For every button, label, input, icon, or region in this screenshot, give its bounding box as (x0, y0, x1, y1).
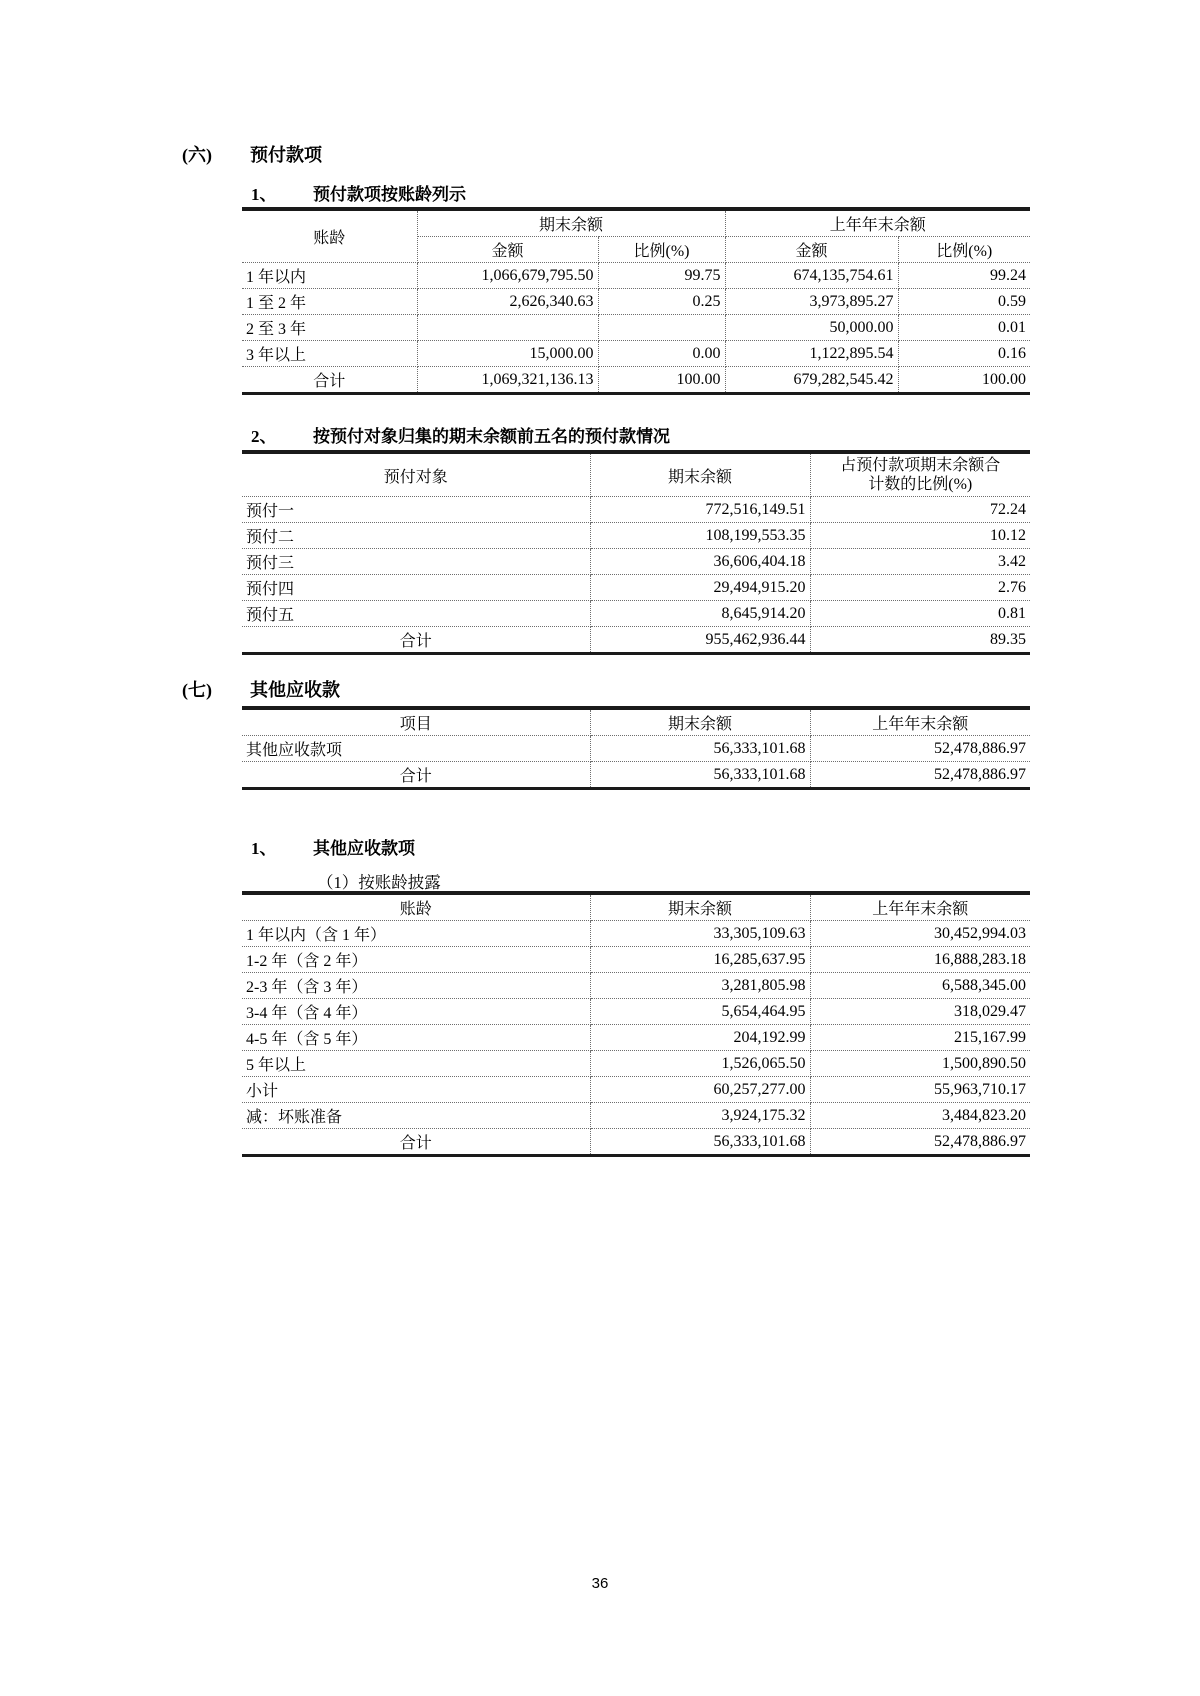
amount-header-cell: 金额 (725, 237, 898, 263)
row-label-cell: 减：坏账准备 (242, 1103, 590, 1129)
ratio-cell: 0.81 (810, 601, 1030, 627)
table-header-row (242, 893, 1030, 921)
ending-balance-header-cell: 期末余额 (590, 708, 810, 736)
amount-cell: 5,654,464.95 (590, 999, 810, 1025)
other-receivables-aging-table (242, 891, 1030, 1157)
sub-1-title: 预付款项按账龄列示 (313, 185, 466, 204)
ratio-cell: 0.01 (898, 315, 1030, 341)
ratio-cell (598, 315, 725, 341)
section-6-title: 预付款项 (250, 145, 322, 165)
table-row (242, 315, 1030, 341)
table-total-row (242, 367, 1030, 394)
section-7-number: (七) (182, 680, 212, 700)
amount-cell: 33,305,109.63 (590, 921, 810, 947)
table-total-row (242, 1129, 1030, 1156)
ending-balance-header-cell: 期末余额 (590, 452, 810, 497)
table-row (242, 341, 1030, 367)
other-receivables-summary-table (242, 706, 1030, 790)
ratio-cell: 89.35 (810, 627, 1030, 654)
section-7-title: 其他应收款 (250, 680, 340, 700)
amount-cell: 52,478,886.97 (810, 736, 1030, 762)
section-7-heading (182, 679, 340, 701)
ratio-cell: 0.16 (898, 341, 1030, 367)
top-five-prepayments-table (242, 450, 1030, 655)
sub-2-title: 按预付对象归集的期末余额前五名的预付款情况 (313, 427, 670, 446)
ratio-cell: 10.12 (810, 523, 1030, 549)
ratio-cell: 2.76 (810, 575, 1030, 601)
section-6-number: (六) (182, 145, 212, 165)
table-row (242, 1077, 1030, 1103)
table-header-row (242, 452, 1030, 497)
row-label-cell: 其他应收款项 (242, 736, 590, 762)
table-row (242, 263, 1030, 289)
amount-cell: 215,167.99 (810, 1025, 1030, 1051)
row-label-cell: 预付一 (242, 497, 590, 523)
amount-cell: 1,526,065.50 (590, 1051, 810, 1077)
table-header-row (242, 708, 1030, 736)
row-label-cell: 1 年以内 (242, 263, 417, 289)
amount-cell: 1,066,679,795.50 (417, 263, 598, 289)
ratio-header-cell (810, 452, 1030, 497)
table-total-row (242, 627, 1030, 654)
amount-cell (417, 315, 598, 341)
row-label-cell: 预付四 (242, 575, 590, 601)
total-label-cell: 合计 (242, 367, 417, 394)
ratio-cell: 0.59 (898, 289, 1030, 315)
aging-header-cell: 账龄 (242, 209, 417, 263)
prior-year-header-cell: 上年年末余额 (725, 209, 1030, 237)
table-row (242, 1051, 1030, 1077)
row-label-cell: 2 至 3 年 (242, 315, 417, 341)
table-row (242, 736, 1030, 762)
amount-cell: 679,282,545.42 (725, 367, 898, 394)
amount-cell: 56,333,101.68 (590, 762, 810, 789)
ratio-header-cell: 比例(%) (598, 237, 725, 263)
amount-cell: 36,606,404.18 (590, 549, 810, 575)
aging-header-cell: 账龄 (242, 893, 590, 921)
sub-2-number: 2、 (251, 427, 277, 446)
section-7-sub-1-heading (251, 838, 415, 860)
amount-cell: 772,516,149.51 (590, 497, 810, 523)
object-header-cell: 预付对象 (242, 452, 590, 497)
row-label-cell: 5 年以上 (242, 1051, 590, 1077)
prior-year-header-cell: 上年年末余额 (810, 708, 1030, 736)
table-header-row (242, 209, 1030, 237)
row-label-cell: 小计 (242, 1077, 590, 1103)
amount-header-cell: 金额 (417, 237, 598, 263)
amount-cell: 55,963,710.17 (810, 1077, 1030, 1103)
amount-cell: 1,069,321,136.13 (417, 367, 598, 394)
ratio-cell: 100.00 (898, 367, 1030, 394)
total-label-cell: 合计 (242, 1129, 590, 1156)
ratio-cell: 99.75 (598, 263, 725, 289)
sub-1-title: 其他应收款项 (313, 839, 415, 858)
amount-cell: 1,122,895.54 (725, 341, 898, 367)
amount-cell: 3,281,805.98 (590, 973, 810, 999)
table-total-row (242, 762, 1030, 789)
amount-cell: 16,888,283.18 (810, 947, 1030, 973)
amount-cell: 15,000.00 (417, 341, 598, 367)
ratio-cell: 0.00 (598, 341, 725, 367)
ratio-cell: 72.24 (810, 497, 1030, 523)
table-row (242, 947, 1030, 973)
amount-cell: 1,500,890.50 (810, 1051, 1030, 1077)
table-row (242, 973, 1030, 999)
ending-balance-header-cell: 期末余额 (417, 209, 725, 237)
ratio-cell: 100.00 (598, 367, 725, 394)
ratio-cell: 99.24 (898, 263, 1030, 289)
sub-1-number: 1、 (251, 839, 277, 858)
prior-year-header-cell: 上年年末余额 (810, 893, 1030, 921)
amount-cell: 16,285,637.95 (590, 947, 810, 973)
section-6-sub-2-heading (251, 426, 670, 448)
section-6-sub-1-heading (251, 184, 466, 206)
amount-cell: 8,645,914.20 (590, 601, 810, 627)
item-header-cell: 项目 (242, 708, 590, 736)
amount-cell: 674,135,754.61 (725, 263, 898, 289)
row-label-cell: 预付三 (242, 549, 590, 575)
ratio-header-line-2: 计数的比例(%) (868, 476, 973, 493)
table-row (242, 575, 1030, 601)
table-row (242, 497, 1030, 523)
ratio-cell: 3.42 (810, 549, 1030, 575)
amount-cell: 318,029.47 (810, 999, 1030, 1025)
prepayments-aging-table (242, 207, 1030, 395)
amount-cell: 2,626,340.63 (417, 289, 598, 315)
amount-cell: 955,462,936.44 (590, 627, 810, 654)
table-row (242, 289, 1030, 315)
amount-cell: 60,257,277.00 (590, 1077, 810, 1103)
row-label-cell: 1-2 年（含 2 年） (242, 947, 590, 973)
table-row (242, 1103, 1030, 1129)
sub-1-number: 1、 (251, 185, 277, 204)
amount-cell: 52,478,886.97 (810, 1129, 1030, 1156)
amount-cell: 56,333,101.68 (590, 1129, 810, 1156)
row-label-cell: 4-5 年（含 5 年） (242, 1025, 590, 1051)
ending-balance-header-cell: 期末余额 (590, 893, 810, 921)
amount-cell: 6,588,345.00 (810, 973, 1030, 999)
row-label-cell: 1 年以内（含 1 年） (242, 921, 590, 947)
amount-cell: 3,924,175.32 (590, 1103, 810, 1129)
amount-cell: 50,000.00 (725, 315, 898, 341)
amount-cell: 3,484,823.20 (810, 1103, 1030, 1129)
aging-disclosure-note: （1）按账龄披露 (317, 873, 441, 892)
ratio-header-cell: 比例(%) (898, 237, 1030, 263)
table-row (242, 523, 1030, 549)
table-row (242, 999, 1030, 1025)
amount-cell: 204,192.99 (590, 1025, 810, 1051)
row-label-cell: 预付五 (242, 601, 590, 627)
amount-cell: 56,333,101.68 (590, 736, 810, 762)
amount-cell: 30,452,994.03 (810, 921, 1030, 947)
row-label-cell: 3 年以上 (242, 341, 417, 367)
table-row (242, 921, 1030, 947)
total-label-cell: 合计 (242, 762, 590, 789)
table-row (242, 601, 1030, 627)
ratio-cell: 0.25 (598, 289, 725, 315)
page-number: 36 (591, 1575, 609, 1592)
total-label-cell: 合计 (242, 627, 590, 654)
table-row (242, 1025, 1030, 1051)
ratio-header-line-1: 占预付款项期末余额合 (840, 457, 1001, 474)
amount-cell: 52,478,886.97 (810, 762, 1030, 789)
amount-cell: 29,494,915.20 (590, 575, 810, 601)
row-label-cell: 3-4 年（含 4 年） (242, 999, 590, 1025)
row-label-cell: 1 至 2 年 (242, 289, 417, 315)
section-6-heading (182, 144, 322, 166)
amount-cell: 108,199,553.35 (590, 523, 810, 549)
row-label-cell: 预付二 (242, 523, 590, 549)
table-row (242, 549, 1030, 575)
row-label-cell: 2-3 年（含 3 年） (242, 973, 590, 999)
amount-cell: 3,973,895.27 (725, 289, 898, 315)
